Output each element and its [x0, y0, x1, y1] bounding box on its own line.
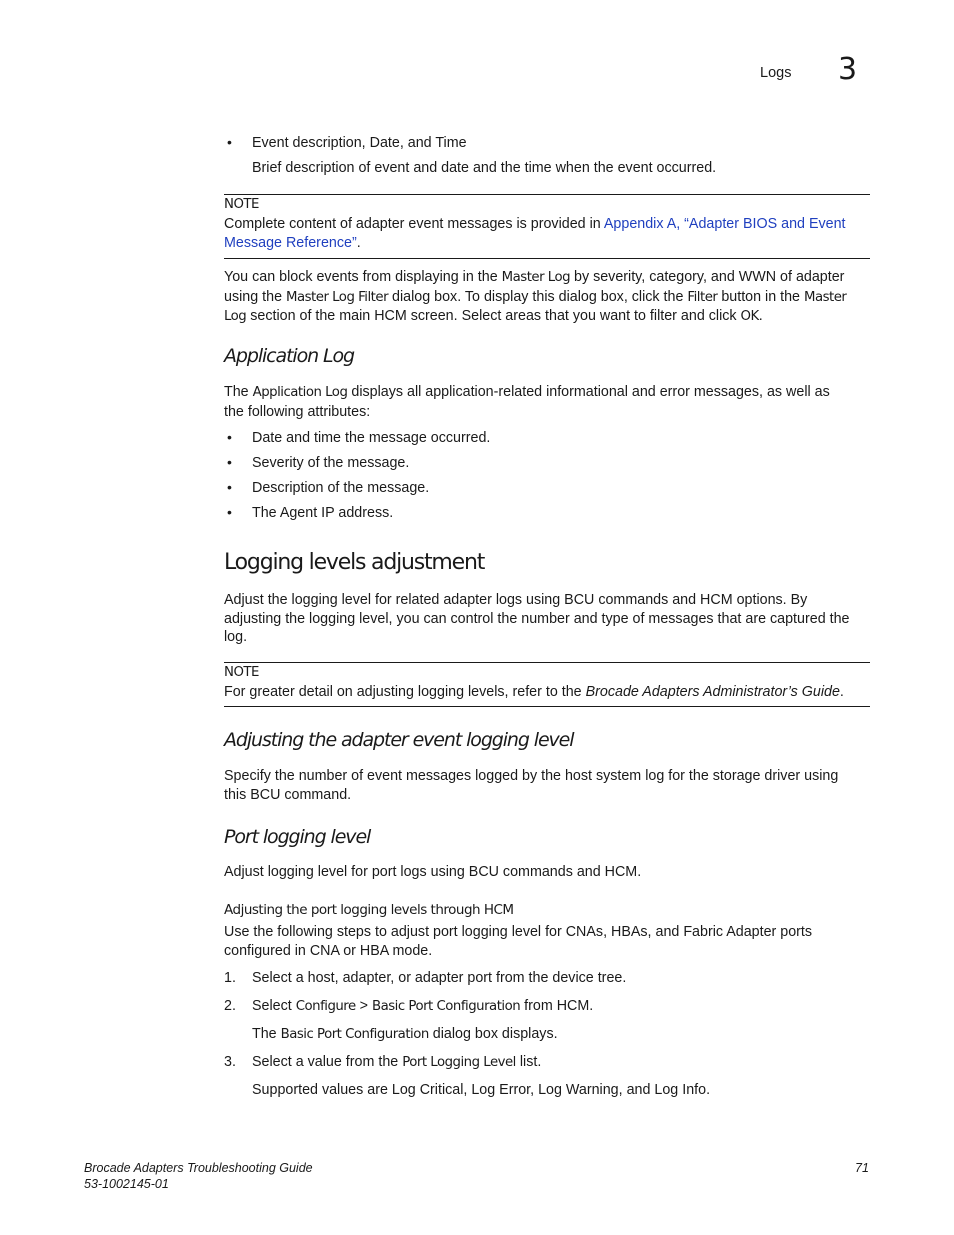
note-title: NOTE — [224, 197, 259, 212]
bullet-icon: • — [227, 429, 232, 445]
appendix-link-cont[interactable]: Message Reference” — [224, 234, 357, 251]
port-logging-subheading: Adjusting the port logging levels through HCM — [224, 902, 514, 918]
block-events-paragraph: You can block events from displaying in the Master Log by severity, category, and WWN of adapter using the Master Log Filter dialog box. To display this dialog box, click the Filter button in the Master Log section of the main HCM screen. Select areas that you want to filter and click OK. — [224, 269, 847, 325]
note-body: For greater detail on adjusting logging levels, refer to the Brocade Adapters Administrator’s Guide. — [224, 684, 844, 700]
appendix-link[interactable]: Appendix A, “Adapter BIOS and Event — [603, 216, 846, 232]
bullet-item: Event description, Date, and Time — [252, 135, 467, 151]
bullet-description: Brief description of event and date and the time when the event occurred. — [252, 160, 717, 176]
step-number: 2. — [224, 998, 236, 1014]
note-top-rule — [224, 194, 870, 195]
list-item: Severity of the message. — [252, 455, 410, 471]
step-result: Supported values are Log Critical, Log Error, Log Warning, and Log Info. — [252, 1082, 711, 1098]
port-logging-text: Adjust logging level for port logs using BCU commands and HCM. — [224, 864, 642, 880]
running-header-section: Logs — [760, 65, 792, 81]
list-item: Description of the message. — [252, 480, 430, 496]
footer-doc-number: 53-1002145-01 — [84, 1177, 169, 1191]
bullet-icon: • — [227, 134, 232, 150]
chapter-number: 3 — [838, 52, 858, 87]
list-item: The Agent IP address. — [252, 505, 394, 521]
footer-title: Brocade Adapters Troubleshooting Guide — [84, 1161, 313, 1175]
step-number: 1. — [224, 970, 236, 986]
page-number: 71 — [855, 1161, 869, 1175]
adapter-event-heading: Adjusting the adapter event logging level — [224, 729, 574, 751]
step-result: The Basic Port Configuration dialog box displays. — [252, 1026, 558, 1042]
list-item: Date and time the message occurred. — [252, 430, 491, 446]
adapter-event-paragraph: Specify the number of event messages logged by the host system log for the storage driver using this BCU command. — [224, 768, 839, 803]
port-logging-paragraph: Use the following steps to adjust port logging level for CNAs, HBAs, and Fabric Adapter ports configured in CNA or HBA mode. — [224, 924, 813, 959]
step-text: Select a host, adapter, or adapter port from the device tree. — [252, 970, 627, 986]
bullet-icon: • — [227, 504, 232, 520]
step-text: Select Configure > Basic Port Configuration from HCM. — [252, 998, 594, 1014]
step-number: 3. — [224, 1054, 236, 1070]
bullet-icon: • — [227, 479, 232, 495]
note-bottom-rule — [224, 258, 870, 259]
application-log-paragraph: The Application Log displays all application-related informational and error messages, as well as the following attributes: — [224, 384, 830, 420]
note-bottom-rule — [224, 706, 870, 707]
note-top-rule — [224, 662, 870, 663]
step-text: Select a value from the Port Logging Level list. — [252, 1054, 542, 1070]
note-title: NOTE — [224, 665, 259, 680]
logging-levels-heading: Logging levels adjustment — [224, 550, 485, 575]
note-body: Complete content of adapter event messages is provided in Appendix A, “Adapter BIOS and Event Message Reference”. — [224, 216, 846, 251]
logging-levels-paragraph: Adjust the logging level for related adapter logs using BCU commands and HCM options. By adjusting the logging level, you can control the number and type of messages that are captured the log. — [224, 592, 850, 646]
application-log-heading: Application Log — [224, 345, 354, 367]
port-logging-heading: Port logging level — [224, 826, 371, 848]
bullet-icon: • — [227, 454, 232, 470]
